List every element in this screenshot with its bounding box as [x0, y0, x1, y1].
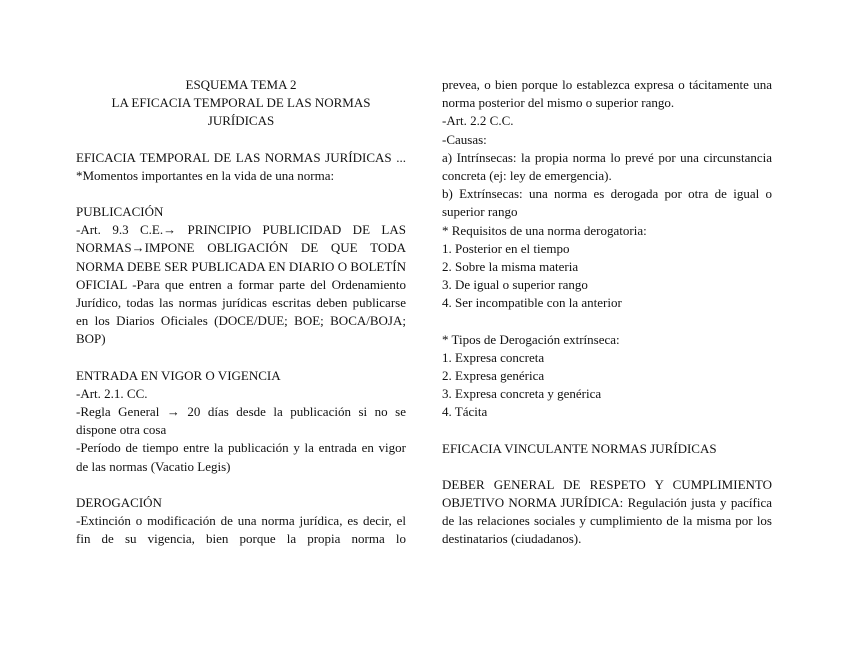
vigor-regla: -Regla General → 20 días desde la publicación si no se dispone otra cosa: [76, 404, 406, 438]
right-column: [442, 76, 772, 549]
causa-extrinsecas: b) Extrínsecas: una norma es derogada por otra de igual o superior rango: [442, 186, 772, 220]
vinculante-heading: EFICACIA VINCULANTE NORMAS JURÍDICAS: [442, 440, 717, 456]
requisito-item: 4. Ser incompatible con la anterior: [442, 295, 622, 311]
document-title: [76, 76, 406, 131]
derogacion-body: -Extinción o modificación de una norma jurídica, es decir, el fin de su vigencia, bien porque la propia norma lo: [76, 513, 406, 547]
vigor-heading: ENTRADA EN VIGOR O VIGENCIA: [76, 367, 281, 383]
requisito-item: 2. Sobre la misma materia: [442, 259, 579, 275]
derogacion-heading: DEROGACIÓN: [76, 494, 162, 510]
publicacion-body: -Art. 9.3 C.E.→ PRINCIPIO PUBLICIDAD DE LAS NORMAS→IMPONE OBLIGACIÓN DE QUE TODA NORMA DEBE SER PUBLICADA EN DIARIO O BOLETÍN OFICIAL -Para que entren a formar parte del Ordenamiento Jurídico, todas las normas jurídicas escritas deben publicarse en los Diarios Oficiales (DOCE/DUE; BOE; BOCA/BOJA; BOP): [76, 222, 406, 347]
vigor-periodo: -Período de tiempo entre la publicación y la entrada en vigor de las normas (Vacatio Legis): [76, 440, 406, 474]
tipo-item: 1. Expresa concreta: [442, 349, 545, 365]
title-line-1: ESQUEMA TEMA 2: [185, 77, 297, 92]
tipo-item: 3. Expresa concreta y genérica: [442, 386, 602, 402]
requisito-item: 1. Posterior en el tiempo: [442, 240, 570, 256]
intro-paragraph: EFICACIA TEMPORAL DE LAS NORMAS JURÍDICAS ... *Momentos importantes en la vida de una norma:: [76, 149, 406, 183]
title-line-2: LA EFICACIA TEMPORAL DE LAS NORMAS: [111, 95, 371, 111]
vigor-art: -Art. 2.1. CC.: [76, 385, 148, 401]
tipos-heading: * Tipos de Derogación extrínseca:: [442, 331, 620, 347]
title-line-3: JURÍDICAS: [207, 113, 275, 129]
tipo-item: 4. Tácita: [442, 404, 488, 420]
requisito-item: 3. De igual o superior rango: [442, 277, 588, 293]
deber-paragraph: DEBER GENERAL DE RESPETO Y CUMPLIMIENTO OBJETIVO NORMA JURÍDICA: Regulación justa y pacífica de las relaciones sociales y cumplimiento de la misma por los destinatarios (ciudadanos).: [442, 476, 772, 547]
requisitos-heading: * Requisitos de una norma derogatoria:: [442, 222, 647, 238]
tipo-item: 2. Expresa genérica: [442, 368, 545, 384]
causas-label: -Causas:: [442, 131, 487, 147]
publicacion-heading: PUBLICACIÓN: [76, 204, 164, 220]
derogacion-art: -Art. 2.2 C.C.: [442, 113, 514, 129]
left-column: [76, 76, 406, 548]
derogacion-continuation: prevea, o bien porque lo establezca expresa o tácitamente una norma posterior del mismo o superior rango.: [442, 77, 772, 111]
causa-intrinsecas: a) Intrínsecas: la propia norma lo prevé por una circunstancia concreta (ej: ley de emergencia).: [442, 149, 772, 184]
